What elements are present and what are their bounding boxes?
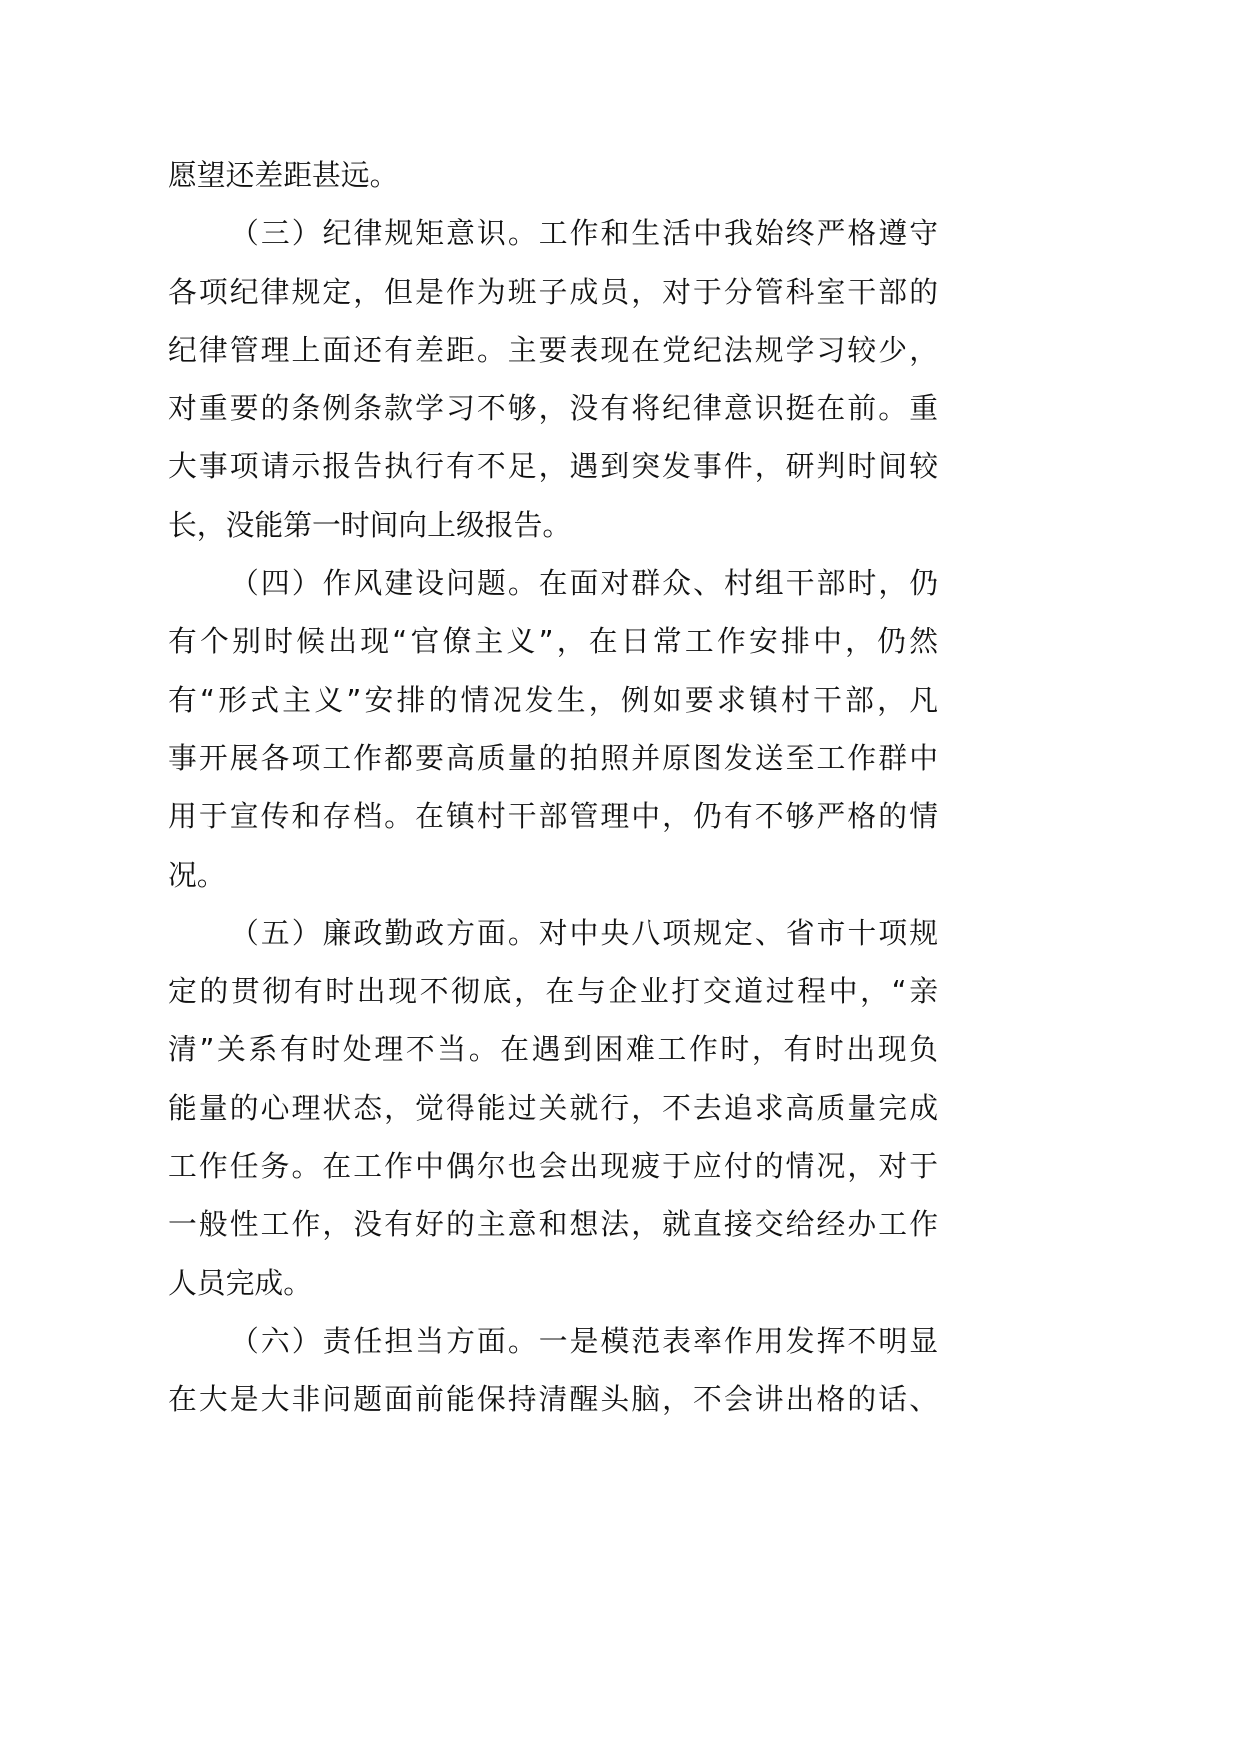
paragraph-line: 纪律管理上面还有差距。主要表现在党纪法规学习较少， [168, 332, 938, 367]
paragraph-line: 在大是大非问题面前能保持清醒头脑，不会讲出格的话、 [168, 1382, 938, 1417]
paragraph-line: 有“形式主义”安排的情况发生，例如要求镇村干部，凡 [168, 682, 938, 717]
paragraph-line: 有个别时候出现“官僚主义”，在日常工作安排中，仍然 [168, 624, 938, 659]
paragraph-line: 能量的心理状态，觉得能过关就行，不去追求高质量完成 [168, 1090, 938, 1125]
paragraph-line: 各项纪律规定，但是作为班子成员，对于分管科室干部的 [168, 274, 938, 309]
paragraph-line: 一般性工作，没有好的主意和想法，就直接交给经办工作 [168, 1207, 938, 1242]
paragraph-line: 愿望还差距甚远。 [168, 158, 399, 192]
paragraph-line: 工作任务。在工作中偶尔也会出现疲于应付的情况，对于 [168, 1149, 938, 1184]
section-heading-line: （六）责任担当方面。一是模范表率作用发挥不明显 [230, 1323, 938, 1358]
paragraph-line: 况。 [168, 857, 226, 892]
paragraph-line: 清”关系有时处理不当。在遇到困难工作时，有时出现负 [168, 1032, 938, 1067]
paragraph-line: 用于宣传和存档。在镇村干部管理中，仍有不够严格的情 [168, 799, 938, 834]
section-heading-line: （五）廉政勤政方面。对中央八项规定、省市十项规 [230, 915, 938, 950]
body-text [168, 146, 938, 1429]
paragraph-line: 人员完成。 [168, 1265, 312, 1300]
paragraph-line: 事开展各项工作都要高质量的拍照并原图发送至工作群中 [168, 740, 938, 775]
section-heading-line: （四）作风建设问题。在面对群众、村组干部时，仍 [230, 566, 938, 601]
section-heading-line: （三）纪律规矩意识。工作和生活中我始终严格遵守 [230, 216, 938, 251]
paragraph-line: 定的贯彻有时出现不彻底，在与企业打交道过程中，“亲 [168, 974, 938, 1009]
paragraph-line: 大事项请示报告执行有不足，遇到突发事件，研判时间较 [168, 449, 938, 484]
paragraph-line: 对重要的条例条款学习不够，没有将纪律意识挺在前。重 [168, 391, 938, 426]
paragraph-line: 长，没能第一时间向上级报告。 [168, 507, 572, 542]
